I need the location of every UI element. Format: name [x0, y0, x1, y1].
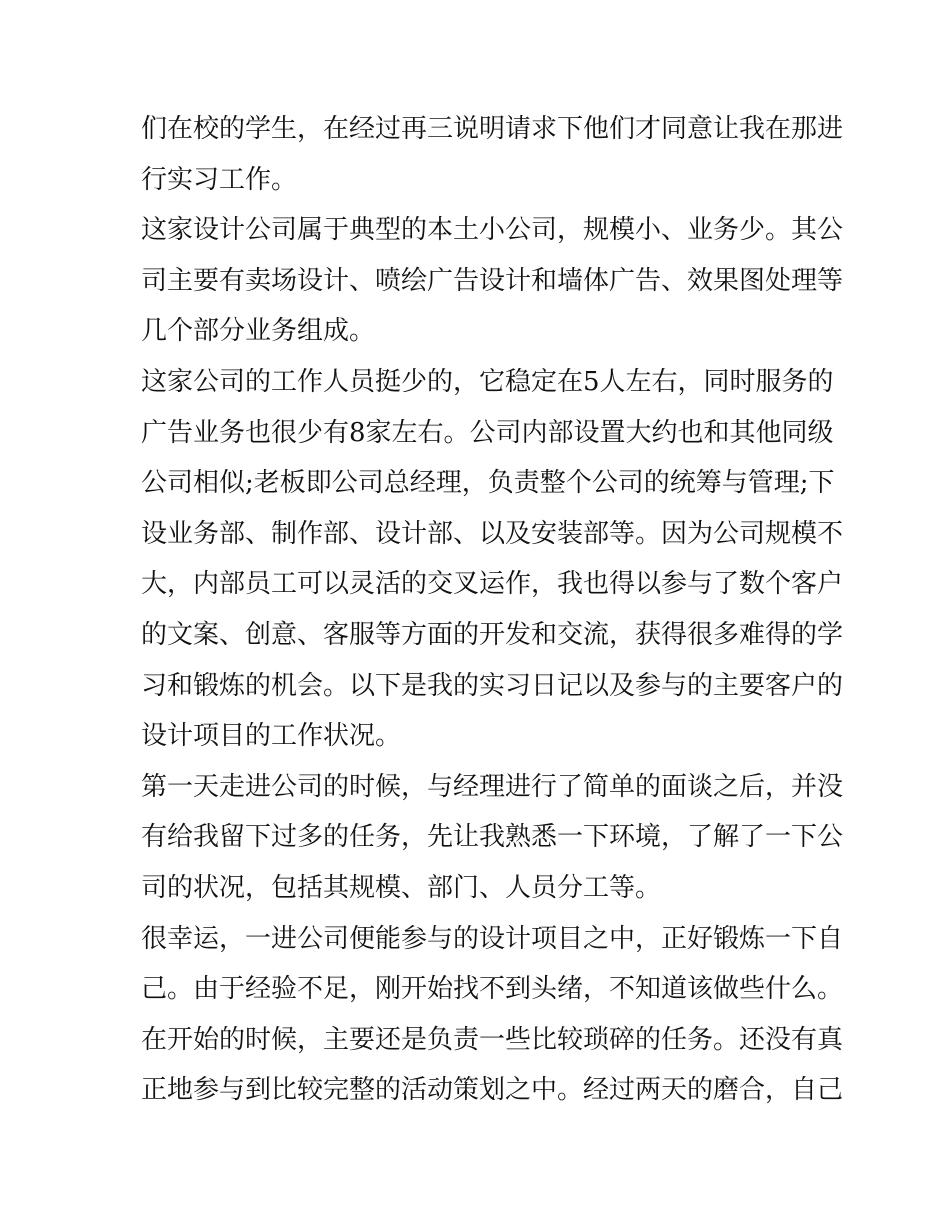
text-line: 司主要有卖场设计、喷绘广告设计和墙体广告、效果图处理等 [141, 265, 844, 296]
text-line: 司的状况，包括其规模、部门、人员分工等。 [141, 872, 662, 903]
text-line: 在开始的时候，主要还是负责一些比较琐碎的任务。还没有真 [141, 1024, 844, 1055]
text-line: 设业务部、制作部、设计部、以及安装部等。因为公司规模不 [141, 518, 844, 549]
text-line: 很幸运，一进公司便能参与的设计项目之中，正好锻炼一下自 [141, 923, 844, 954]
body-text [141, 104, 844, 1116]
text-line: 第一天走进公司的时候，与经理进行了简单的面谈之后，并没 [141, 771, 844, 802]
text-line: 这家设计公司属于典型的本土小公司，规模小、业务少。其公 [141, 215, 844, 246]
text-line: 的文案、创意、客服等方面的开发和交流，获得很多难得的学 [141, 619, 844, 650]
text-line: 设计项目的工作状况。 [141, 721, 402, 752]
text-line: 们在校的学生，在经过再三说明请求下他们才同意让我在那进 [141, 114, 844, 144]
text-line: 行实习工作。 [141, 164, 298, 195]
text-line: 大，内部员工可以灵活的交叉运作，我也得以参与了数个客户 [141, 569, 844, 600]
text-line: 习和锻炼的机会。以下是我的实习日记以及参与的主要客户的 [141, 670, 844, 701]
text-line: 己。由于经验不足，刚开始找不到头绪，不知道该做些什么。 [141, 974, 844, 1005]
text-line: 正地参与到比较完整的活动策划之中。经过两天的磨合，自己 [141, 1075, 844, 1106]
text-line: 这家公司的工作人员挺少的，它稳定在5人左右，同时服务的 [141, 366, 834, 397]
text-line: 广告业务也很少有8家左右。公司内部设置大约也和其他同级 [141, 417, 834, 448]
text-line: 有给我留下过多的任务，先让我熟悉一下环境，了解了一下公 [141, 822, 844, 853]
text-line: 公司相似;老板即公司总经理，负责整个公司的统筹与管理;下 [141, 468, 835, 499]
text-line: 几个部分业务组成。 [141, 316, 376, 347]
